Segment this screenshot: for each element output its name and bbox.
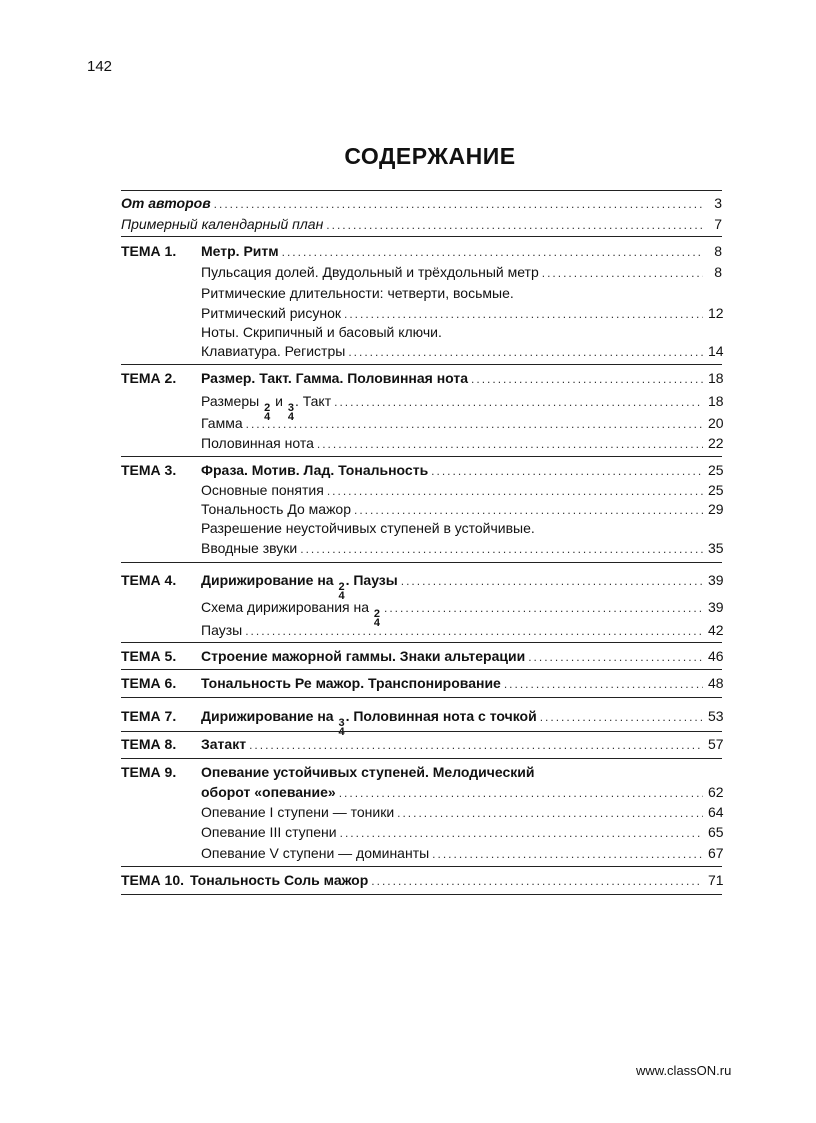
- topic-page: 39: [708, 572, 724, 588]
- subentry-page: 8: [714, 264, 722, 280]
- section-rule: [121, 562, 722, 563]
- time-signature: 2 4: [338, 581, 345, 602]
- subentry-page: 29: [708, 501, 724, 517]
- topic-title: Опевание устойчивых ступеней. Мелодический: [201, 764, 535, 780]
- topic-page: 48: [708, 675, 724, 691]
- leader-dots: [340, 823, 703, 843]
- toc-subentry: [201, 597, 724, 629]
- topic-title: Фраза. Мотив. Лад. Тональность: [201, 462, 429, 478]
- section-rule: [121, 456, 722, 457]
- topic-3-label: ТЕМА 3.: [121, 462, 177, 478]
- toc-subentry: [201, 538, 722, 558]
- leader-dots: [282, 242, 703, 262]
- subentry-text: Ритмические длительности: четверти, восьмые.: [201, 285, 514, 301]
- topic-7-label: ТЕМА 7.: [121, 708, 177, 724]
- toc-entry-from-authors: [121, 193, 722, 213]
- topic-3-heading: [201, 460, 722, 480]
- leader-dots: [528, 647, 703, 667]
- subentry-text: Гамма: [201, 415, 243, 431]
- topic-7-heading: [201, 706, 724, 738]
- footer-url: www.classON.ru: [636, 1063, 732, 1078]
- section-rule: [121, 642, 722, 643]
- topic-5-label: ТЕМА 5.: [121, 648, 177, 664]
- topic-5-heading: [201, 646, 722, 666]
- topic-9-label: ТЕМА 9.: [121, 764, 177, 780]
- topic-10-heading: [121, 870, 722, 890]
- time-signature: 3 4: [338, 717, 345, 738]
- toc-subentry: [201, 322, 722, 342]
- time-signature: 2 4: [264, 402, 271, 423]
- subentry-page: 64: [708, 804, 724, 820]
- time-signature: 2 4: [373, 608, 381, 629]
- section-rule: [121, 758, 722, 759]
- subentry-text: Тональность До мажор: [201, 501, 352, 517]
- topic-6-label: ТЕМА 6.: [121, 675, 177, 691]
- subentry-page: 20: [708, 415, 724, 431]
- leader-dots: [542, 263, 703, 283]
- entry-label: Примерный календарный план: [121, 216, 324, 232]
- subentry-page: 39: [708, 599, 724, 615]
- topic-4-heading: [201, 570, 724, 602]
- topic-9-heading-line1: [201, 762, 722, 782]
- leader-dots: [504, 674, 703, 694]
- topic-10-label: ТЕМА 10.: [121, 872, 185, 888]
- leader-dots: [246, 414, 703, 434]
- entry-page: 3: [714, 195, 722, 211]
- subentry-text: Основные понятия: [201, 482, 324, 498]
- topic-2-heading: [201, 368, 722, 388]
- subentry-text-part: Размеры: [201, 393, 260, 409]
- leader-dots: [384, 598, 703, 618]
- topic-6-heading: [201, 673, 722, 693]
- section-rule: [121, 866, 722, 867]
- subentry-text: Половинная нота: [201, 435, 314, 451]
- subentry-text: Пульсация долей. Двудольный и трёхдольный метр: [201, 264, 539, 280]
- topic-page: 18: [708, 370, 724, 386]
- subentry-page: 35: [708, 540, 724, 556]
- leader-dots: [371, 871, 703, 891]
- toc-subentry: [201, 413, 722, 433]
- subentry-page: 42: [708, 622, 724, 638]
- topic-title-part: Дирижирование на: [201, 708, 334, 724]
- leader-dots: [432, 844, 703, 864]
- topic-4-label: ТЕМА 4.: [121, 572, 177, 588]
- subentry-text: Опевание V ступени — доминанты: [201, 845, 430, 861]
- topic-1-heading: [201, 241, 722, 261]
- section-rule: [121, 669, 722, 670]
- toc-subentry: [201, 802, 722, 822]
- leader-dots: [344, 304, 703, 324]
- topic-title: Строение мажорной гаммы. Знаки альтерации: [201, 648, 526, 664]
- topic-title: [201, 706, 537, 737]
- subentry-text: Паузы: [201, 622, 243, 638]
- leader-dots: [397, 803, 703, 823]
- entry-page: 7: [714, 216, 722, 232]
- time-signature: 3 4: [287, 402, 294, 423]
- subentry-page: 67: [708, 845, 724, 861]
- topic-title-part: . Половинная нота с точкой: [345, 708, 537, 724]
- leader-dots: [471, 369, 703, 389]
- subentry-text: Опевание I ступени — тоники: [201, 804, 395, 820]
- top-rule: [121, 190, 722, 191]
- subentry-page: 14: [708, 343, 724, 359]
- subentry-page: 65: [708, 824, 724, 840]
- subentry-page: 12: [708, 305, 724, 321]
- toc-subentry: [201, 499, 722, 519]
- topic-9-heading-line2: [201, 782, 722, 802]
- topic-page: 8: [714, 243, 722, 259]
- leader-dots: [339, 783, 703, 803]
- subentry-text: Ритмический рисунок: [201, 305, 341, 321]
- toc-subentry: [201, 518, 722, 538]
- toc-subentry: [201, 843, 722, 863]
- subentry-page: 22: [708, 435, 724, 451]
- entry-label: От авторов: [121, 195, 211, 211]
- topic-8-label: ТЕМА 8.: [121, 736, 177, 752]
- topic-title: Затакт: [201, 736, 247, 752]
- leader-dots: [245, 621, 703, 641]
- leader-dots: [300, 539, 703, 559]
- leader-dots: [327, 481, 703, 501]
- subentry-text: Вводные звуки: [201, 540, 298, 556]
- page-number: 142: [87, 58, 113, 75]
- leader-dots: [317, 434, 703, 454]
- topic-title: Тональность Соль мажор: [190, 872, 369, 888]
- topic-1-label: ТЕМА 1.: [121, 243, 177, 259]
- subentry-text: Ноты. Скрипичный и басовый ключи.: [201, 324, 442, 340]
- topic-title: Тональность Ре мажор. Транспонирование: [201, 675, 501, 691]
- topic-page: 25: [708, 462, 724, 478]
- toc-subentry: [201, 433, 722, 453]
- section-rule: [121, 731, 722, 732]
- toc-subentry: [201, 283, 722, 303]
- topic-page: 71: [708, 872, 724, 888]
- topic-title-part: Дирижирование на: [201, 572, 334, 588]
- topic-page: 46: [708, 648, 724, 664]
- topic-8-heading: [201, 734, 722, 754]
- leader-dots: [431, 461, 703, 481]
- leader-dots: [214, 194, 703, 214]
- topic-page: 57: [708, 736, 724, 752]
- subentry-text-part: и: [275, 393, 283, 409]
- toc-subentry: [201, 303, 722, 323]
- toc-subentry: [201, 822, 722, 842]
- subentry-page: 25: [708, 482, 724, 498]
- section-rule: [121, 364, 722, 365]
- topic-title: Размер. Такт. Гамма. Половинная нота: [201, 370, 469, 386]
- subentry-text: Разрешение неустойчивых ступеней в устойчивые.: [201, 520, 535, 536]
- subentry-text-part: . Такт: [294, 393, 332, 409]
- bottom-rule: [121, 894, 722, 895]
- leader-dots: [401, 571, 703, 591]
- section-rule: [121, 697, 722, 698]
- topic-title: Метр. Ритм: [201, 243, 279, 259]
- topic-page: 53: [708, 708, 724, 724]
- leader-dots: [326, 215, 703, 235]
- leader-dots: [540, 707, 703, 727]
- leader-dots: [249, 735, 703, 755]
- toc-entry-calendar-plan: [121, 214, 722, 234]
- subentry-text: Опевание III ступени: [201, 824, 337, 840]
- page-title: СОДЕРЖАНИЕ: [344, 143, 516, 169]
- leader-dots: [354, 500, 703, 520]
- topic-2-label: ТЕМА 2.: [121, 370, 177, 386]
- section-rule: [121, 236, 722, 237]
- toc-subentry: [201, 620, 722, 640]
- topic-title-part: . Паузы: [345, 572, 398, 588]
- toc-subentry: [201, 341, 722, 361]
- leader-dots: [348, 342, 703, 362]
- topic-page: 62: [708, 784, 724, 800]
- subentry-page: 18: [708, 393, 724, 409]
- subentry-text-part: Схема дирижирования на: [201, 599, 369, 615]
- leader-dots: [334, 392, 703, 412]
- subentry-text: Клавиатура. Регистры: [201, 343, 346, 359]
- topic-title: оборот «опевание»: [201, 784, 336, 800]
- toc-subentry: [201, 480, 722, 500]
- toc-subentry: [201, 262, 722, 282]
